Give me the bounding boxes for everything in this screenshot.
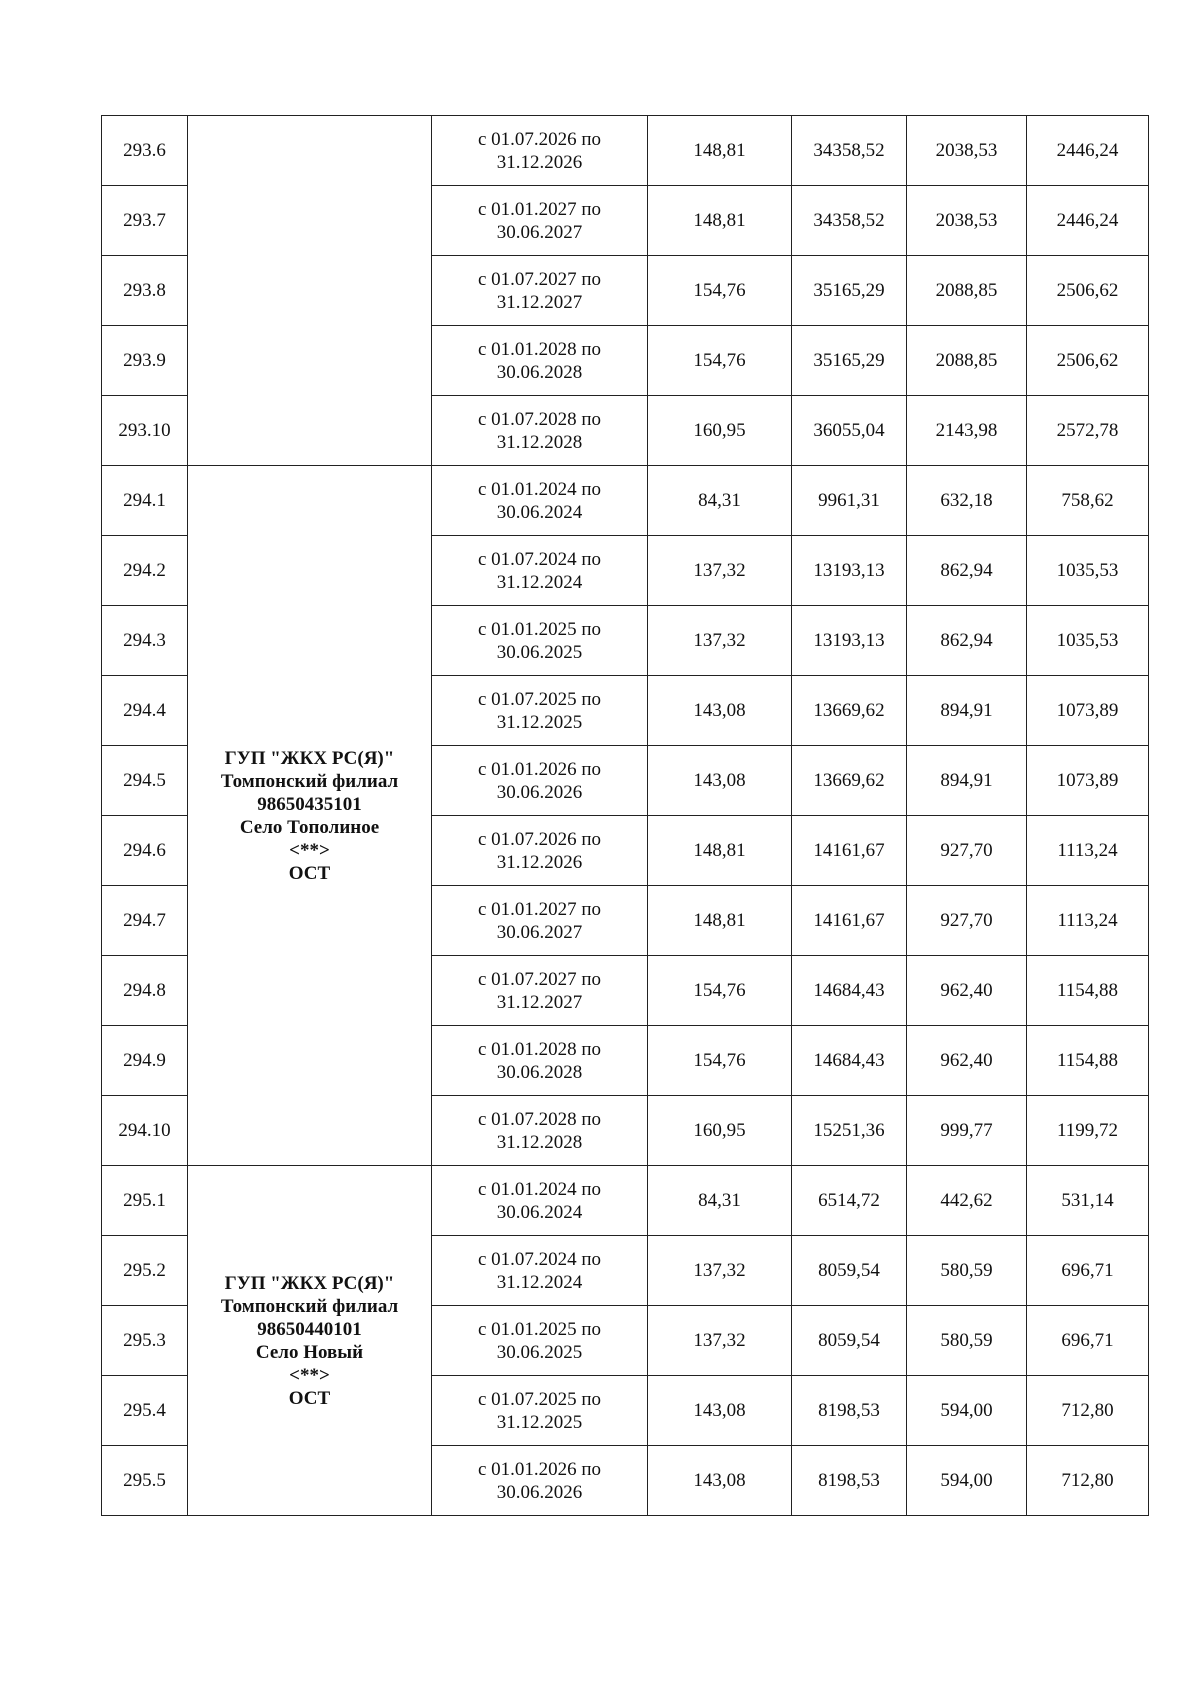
row-number-cell: 293.7 [102,186,188,256]
value-cell-4: 712,80 [1027,1376,1149,1446]
period-line: с 01.01.2025 по [477,618,602,640]
period-line: с 01.01.2025 по [477,1318,602,1340]
value-cell-2: 9961,31 [792,466,907,536]
value-cell-4: 2572,78 [1027,396,1149,466]
table-row [102,1166,1149,1236]
period-line: 30.06.2028 [496,1061,583,1083]
value-cell-4: 1154,88 [1027,1026,1149,1096]
value-cell-3: 594,00 [907,1446,1027,1516]
value-cell-2: 14161,67 [792,886,907,956]
organization-line: Томпонский филиал [220,770,399,792]
value-cell-4: 696,71 [1027,1306,1149,1376]
value-cell-1: 84,31 [648,466,792,536]
period-line: 31.12.2027 [496,291,583,313]
value-cell-3: 862,94 [907,606,1027,676]
value-cell-4: 1073,89 [1027,746,1149,816]
value-cell-2: 8059,54 [792,1306,907,1376]
period-cell [432,1166,648,1236]
period-line: 31.12.2028 [496,431,583,453]
row-number-cell: 293.6 [102,116,188,186]
period-line: 30.06.2024 [496,501,583,523]
organization-line: <**> [289,1364,330,1386]
value-cell-2: 35165,29 [792,256,907,326]
period-cell [432,1306,648,1376]
period-line: 30.06.2026 [496,781,583,803]
period-cell [432,186,648,256]
value-cell-1: 160,95 [648,1096,792,1166]
period-line: 30.06.2024 [496,1201,583,1223]
period-line: 31.12.2024 [496,1271,583,1293]
value-cell-3: 2088,85 [907,326,1027,396]
value-cell-2: 15251,36 [792,1096,907,1166]
value-cell-2: 13669,62 [792,676,907,746]
period-cell [432,466,648,536]
row-number-cell: 295.4 [102,1376,188,1446]
value-cell-4: 712,80 [1027,1446,1149,1516]
period-line: с 01.01.2028 по [477,1038,602,1060]
value-cell-4: 1113,24 [1027,816,1149,886]
value-cell-1: 143,08 [648,676,792,746]
row-number-cell: 294.4 [102,676,188,746]
row-number-cell: 294.1 [102,466,188,536]
period-line: 30.06.2026 [496,1481,583,1503]
value-cell-1: 143,08 [648,1376,792,1446]
value-cell-3: 442,62 [907,1166,1027,1236]
tariff-table [101,115,1149,1516]
value-cell-4: 2506,62 [1027,326,1149,396]
value-cell-1: 137,32 [648,606,792,676]
value-cell-4: 758,62 [1027,466,1149,536]
period-line: с 01.01.2026 по [477,1458,602,1480]
value-cell-2: 14161,67 [792,816,907,886]
period-cell [432,1446,648,1516]
value-cell-4: 2446,24 [1027,186,1149,256]
row-number-cell: 294.7 [102,886,188,956]
period-line: 31.12.2026 [496,151,583,173]
value-cell-1: 154,76 [648,1026,792,1096]
organization-line: ГУП "ЖКХ РС(Я)" [224,1272,395,1294]
period-line: 30.06.2025 [496,1341,583,1363]
period-cell [432,1236,648,1306]
period-line: с 01.07.2028 по [477,408,602,430]
value-cell-4: 2506,62 [1027,256,1149,326]
organization-line: 98650440101 [257,1318,362,1340]
period-cell [432,1376,648,1446]
value-cell-4: 1073,89 [1027,676,1149,746]
value-cell-1: 148,81 [648,186,792,256]
value-cell-3: 632,18 [907,466,1027,536]
period-line: с 01.01.2026 по [477,758,602,780]
period-cell [432,116,648,186]
value-cell-3: 894,91 [907,746,1027,816]
value-cell-2: 13193,13 [792,536,907,606]
row-number-cell: 294.6 [102,816,188,886]
value-cell-3: 580,59 [907,1236,1027,1306]
row-number-cell: 293.8 [102,256,188,326]
value-cell-4: 696,71 [1027,1236,1149,1306]
table-body [102,116,1149,1516]
row-number-cell: 295.3 [102,1306,188,1376]
period-cell [432,676,648,746]
value-cell-2: 34358,52 [792,186,907,256]
table-row [102,466,1149,536]
period-line: 30.06.2027 [496,921,583,943]
period-line: с 01.01.2024 по [477,1178,602,1200]
period-line: с 01.07.2027 по [477,268,602,290]
value-cell-2: 8059,54 [792,1236,907,1306]
period-cell [432,1026,648,1096]
value-cell-3: 862,94 [907,536,1027,606]
organization-line: ОСТ [288,862,331,884]
organization-line: ОСТ [288,1387,331,1409]
organization-cell [188,466,432,1166]
value-cell-2: 8198,53 [792,1446,907,1516]
period-line: 30.06.2027 [496,221,583,243]
organization-line: ГУП "ЖКХ РС(Я)" [224,747,395,769]
period-line: с 01.07.2024 по [477,1248,602,1270]
period-line: с 01.01.2027 по [477,198,602,220]
value-cell-3: 594,00 [907,1376,1027,1446]
period-line: с 01.07.2026 по [477,128,602,150]
value-cell-1: 154,76 [648,956,792,1026]
value-cell-2: 35165,29 [792,326,907,396]
period-cell [432,396,648,466]
value-cell-3: 962,40 [907,956,1027,1026]
period-line: 30.06.2028 [496,361,583,383]
row-number-cell: 295.2 [102,1236,188,1306]
value-cell-1: 137,32 [648,536,792,606]
value-cell-3: 2088,85 [907,256,1027,326]
row-number-cell: 293.9 [102,326,188,396]
period-line: с 01.07.2027 по [477,968,602,990]
value-cell-3: 927,70 [907,886,1027,956]
value-cell-4: 531,14 [1027,1166,1149,1236]
organization-cell [188,116,432,466]
value-cell-3: 894,91 [907,676,1027,746]
value-cell-3: 580,59 [907,1306,1027,1376]
value-cell-1: 148,81 [648,816,792,886]
period-line: 31.12.2027 [496,991,583,1013]
table-row [102,116,1149,186]
period-line: 30.06.2025 [496,641,583,663]
row-number-cell: 294.10 [102,1096,188,1166]
row-number-cell: 295.1 [102,1166,188,1236]
period-line: с 01.01.2024 по [477,478,602,500]
value-cell-4: 1154,88 [1027,956,1149,1026]
value-cell-3: 962,40 [907,1026,1027,1096]
organization-cell [188,1166,432,1516]
row-number-cell: 293.10 [102,396,188,466]
value-cell-2: 14684,43 [792,1026,907,1096]
row-number-cell: 294.5 [102,746,188,816]
value-cell-2: 13193,13 [792,606,907,676]
value-cell-4: 1199,72 [1027,1096,1149,1166]
value-cell-1: 137,32 [648,1236,792,1306]
period-cell [432,536,648,606]
organization-line: Село Новый [255,1341,364,1363]
value-cell-2: 6514,72 [792,1166,907,1236]
value-cell-3: 2038,53 [907,186,1027,256]
value-cell-2: 36055,04 [792,396,907,466]
period-cell [432,956,648,1026]
period-line: с 01.07.2026 по [477,828,602,850]
value-cell-1: 160,95 [648,396,792,466]
value-cell-4: 1113,24 [1027,886,1149,956]
value-cell-4: 2446,24 [1027,116,1149,186]
value-cell-1: 143,08 [648,1446,792,1516]
row-number-cell: 294.2 [102,536,188,606]
row-number-cell: 294.3 [102,606,188,676]
period-line: 31.12.2025 [496,711,583,733]
value-cell-1: 143,08 [648,746,792,816]
value-cell-1: 148,81 [648,886,792,956]
value-cell-3: 927,70 [907,816,1027,886]
value-cell-1: 84,31 [648,1166,792,1236]
period-cell [432,1096,648,1166]
value-cell-3: 2143,98 [907,396,1027,466]
period-line: 31.12.2024 [496,571,583,593]
value-cell-4: 1035,53 [1027,606,1149,676]
period-cell [432,256,648,326]
value-cell-2: 34358,52 [792,116,907,186]
organization-line: 98650435101 [257,793,362,815]
period-cell [432,886,648,956]
period-line: с 01.07.2025 по [477,688,602,710]
period-line: 31.12.2025 [496,1411,583,1433]
organization-line: <**> [289,839,330,861]
value-cell-4: 1035,53 [1027,536,1149,606]
value-cell-1: 137,32 [648,1306,792,1376]
value-cell-1: 154,76 [648,256,792,326]
period-cell [432,326,648,396]
period-line: с 01.01.2027 по [477,898,602,920]
period-cell [432,746,648,816]
period-line: с 01.07.2025 по [477,1388,602,1410]
value-cell-2: 13669,62 [792,746,907,816]
period-line: с 01.07.2024 по [477,548,602,570]
value-cell-2: 14684,43 [792,956,907,1026]
row-number-cell: 294.9 [102,1026,188,1096]
period-line: с 01.01.2028 по [477,338,602,360]
value-cell-3: 2038,53 [907,116,1027,186]
value-cell-1: 154,76 [648,326,792,396]
row-number-cell: 295.5 [102,1446,188,1516]
value-cell-3: 999,77 [907,1096,1027,1166]
organization-line: Томпонский филиал [220,1295,399,1317]
period-cell [432,816,648,886]
period-line: 31.12.2026 [496,851,583,873]
row-number-cell: 294.8 [102,956,188,1026]
period-line: с 01.07.2028 по [477,1108,602,1130]
organization-line: Село Тополиное [239,816,380,838]
period-line: 31.12.2028 [496,1131,583,1153]
value-cell-1: 148,81 [648,116,792,186]
period-cell [432,606,648,676]
value-cell-2: 8198,53 [792,1376,907,1446]
